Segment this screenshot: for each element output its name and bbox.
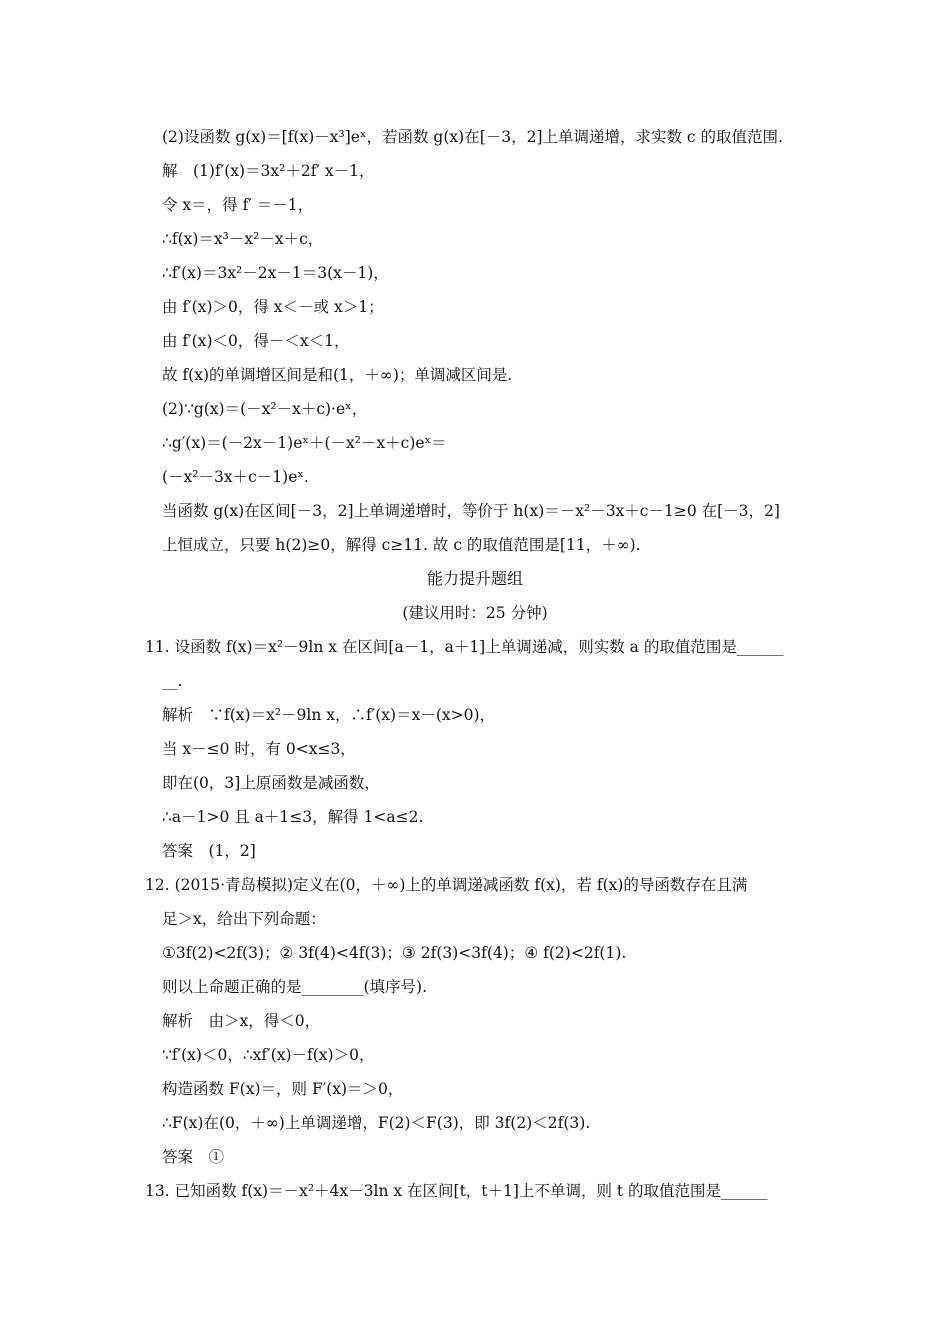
- text-line: ∴a－1>0 且 a＋1≤3，解得 1<a≤2.: [162, 808, 424, 826]
- text-line: 解 (1)f′(x)＝3x²＋2f′ x－1，: [162, 162, 375, 180]
- text-line: ∴f′(x)＝3x²－2x－1＝3(x－1)，: [162, 264, 389, 282]
- text-line: 则以上命题正确的是________(填序号).: [162, 978, 428, 996]
- text-line: 由 f′(x)＜0，得－＜x＜1，: [162, 332, 350, 350]
- text-line: 当函数 g(x)在区间[－3，2]上单调递增时，等价于 h(x)＝－x²－3x＋c－1≥0 在[－3，2]: [162, 502, 780, 520]
- text-line: __.: [162, 672, 183, 690]
- text-line: 由 f′(x)＞0，得 x＜－或 x＞1；: [162, 298, 384, 316]
- text-line: (2)∵g(x)＝(－x²－x＋c)·eˣ，: [162, 400, 368, 418]
- text-line: 当 x－≤0 时，有 0<x≤3，: [162, 740, 356, 758]
- text-line: 构造函数 F(x)＝，则 F′(x)＝＞0，: [162, 1080, 404, 1098]
- text-line: 足＞x，给出下列命题：: [162, 910, 326, 928]
- text-line: 能力提升题组: [426, 569, 523, 588]
- text-line: 解析 ∵f(x)＝x²－9ln x，∴f′(x)＝x－(x>0)，: [162, 706, 496, 724]
- text-line: 13. 已知函数 f(x)＝－x²＋4x－3ln x 在区间[t，t＋1]上不单调，则 t 的取值范围是______: [145, 1182, 768, 1200]
- text-line: 解析 由＞x，得＜0，: [162, 1012, 321, 1030]
- text-line: ∵f′(x)＜0，∴xf′(x)－f(x)＞0，: [162, 1046, 375, 1064]
- text-line: ①3f(2)<2f(3)；② 3f(4)<4f(3)；③ 2f(3)<3f(4)；④ f(2)<2f(1).: [162, 944, 627, 962]
- text-line: 答案 ①: [162, 1148, 225, 1166]
- text-line: (2)设函数 g(x)＝[f(x)－x³]eˣ，若函数 g(x)在[－3，2]上单调递增，求实数 c 的取值范围.: [162, 128, 783, 146]
- text-line: 11. 设函数 f(x)＝x²－9ln x 在区间[a－1，a＋1]上单调递减，则实数 a 的取值范围是______: [145, 638, 784, 656]
- text-line: ∴f(x)＝x³－x²－x＋c，: [162, 230, 324, 248]
- text-line: 上恒成立，只要 h(2)≥0，解得 c≥11. 故 c 的取值范围是[11，＋∞).: [162, 536, 641, 554]
- text-line: 答案 (1，2]: [162, 842, 256, 860]
- text-line: 故 f(x)的单调增区间是和(1，＋∞)；单调减区间是.: [162, 366, 513, 384]
- text-line: 令 x＝，得 f′ ＝－1，: [162, 196, 314, 214]
- text-line: (建议用时：25 分钟): [402, 604, 548, 622]
- text-line: 12. (2015·青岛模拟)定义在(0，＋∞)上的单调递减函数 f(x)，若 f(x)的导函数存在且满: [145, 876, 748, 894]
- text-line: ∴F(x)在(0，＋∞)上单调递增，F(2)＜F(3)，即 3f(2)＜2f(3).: [162, 1114, 591, 1132]
- text-line: ∴g′(x)＝(－2x－1)eˣ＋(－x²－x＋c)eˣ＝: [162, 434, 447, 452]
- text-line: (－x²－3x＋c－1)eˣ.: [162, 468, 309, 486]
- text-line: 即在(0，3]上原函数是减函数，: [162, 774, 380, 792]
